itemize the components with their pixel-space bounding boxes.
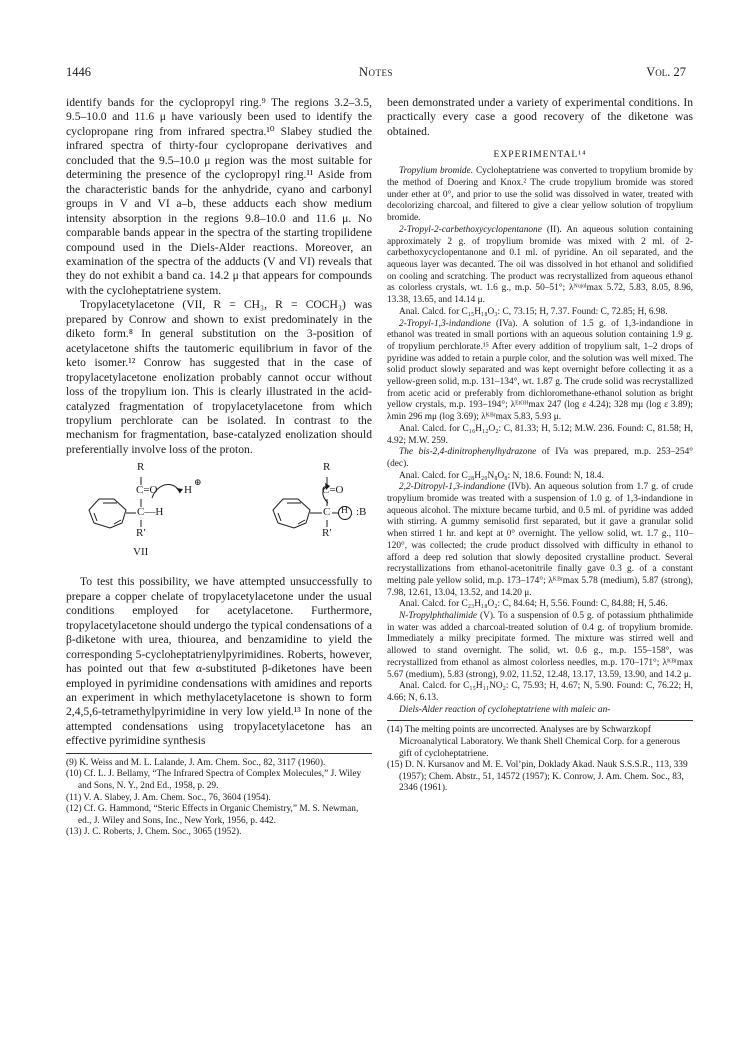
exp-compound-ivb-title: 2,2-Ditropyl-1,3-indandione <box>399 482 506 493</box>
c-right: C <box>323 506 331 519</box>
left-column <box>66 96 372 839</box>
footnote-13: (13) J. C. Roberts, J. Chem. Soc., 3065 (1952). <box>66 827 242 838</box>
anal-compound-ivb: Anal. Calcd. for C₂₃H₁₈O₂: C, 84.64; H, 5.56. Found: C, 84.88; H, 5.46. <box>399 599 668 610</box>
co-right: C=O <box>322 484 344 497</box>
anal-compound-iva: Anal. Calcd. for C₁₆H₁₂O₂: C, 81.33; H, 5.12; M.W. 236. Found: C, 81.58; H, 4.92; M.W. 259. <box>387 423 693 446</box>
exp-compound-v-title: N-Tropylphthalimide <box>399 611 478 622</box>
footnote-11: (11) V. A. Slabey, J. Am. Chem. Soc., 76, 3604 (1954). <box>66 792 271 803</box>
plus-sign: ⊕ <box>194 477 202 488</box>
exp-compound-ivb <box>387 482 693 599</box>
exp-diels-alder <box>387 705 693 717</box>
h-plus: H <box>184 484 192 497</box>
rp-left: R′ <box>136 527 146 540</box>
left-paragraph-2: Tropylacetylacetone (VII, R = CH₃, R = COCH₃) was prepared by Conrow and shown to exist predominately in the diketo form.⁸ In general substitution on the 3-position of acetylacetone shifts the tautomeric equilibrium in favor of the keto isomer.¹² Conrow has suggested that in the case of tropylacetylacetone enolization probably cannot occur without loss of the tropylium ion. This is clearly illustrated in the acid-catalyzed fragmentation of tropylacetylacetone from which tropylium perchlorate can be isolated. In contrast to the mechanism for fragmentation, base-catalyzed enolization should preferentially involve loss of the proton. <box>66 298 372 456</box>
compound-label-vii: VII <box>133 546 149 559</box>
footnote-15: (15) D. N. Kursanov and M. E. Vol’pin, Doklady Akad. Nauk S.S.S.R., 113, 339 (1957); Chem. Abstr., 51, 14572 (1957); K. Conrow, J. Am. Chem. Soc., 83, 2346 (1961). <box>387 760 688 794</box>
r-left: R <box>137 461 145 474</box>
exp-compound-iva-text: (IVa). A solution of 1.5 g. of 1,3-indandione in ethanol was treated in small portions with an aqueous solution containing 1.9 g. of tropylium perchlorate.¹⁵ After every addition of tropylium salt, 1–2 drops of pyridine was added to retain a purple color, and the solution was well mixed. The solid product slowly separated and was kept overnight before collecting it as a yellow-green solid, m.p. 131–134°, wt. 1.87 g. The crude solid was recrystallized from acetic acid or preferably from dichloromethane-ethanol solution as bright yellow crystals, m.p. 193–194°; λᴱᵗᴼᴴmax 247 (log ε 4.24); 328 mμ (log ε 3.89); λmin 296 mμ (log 3.69); λᴷᴮʳmax 5.83, 5.93 μ. <box>387 318 693 423</box>
footnote-10: (10) Cf. L. J. Bellamy, “The Infrared Spectra of Complex Molecules,” J. Wiley and Sons, N. Y., 2nd Ed., 1958, p. 29. <box>66 769 362 791</box>
exp-hydrazone-title: The bis-2,4-dinitrophenylhydrazone <box>399 447 537 458</box>
experimental-heading: EXPERIMENTAL¹⁴ <box>493 149 587 161</box>
volume-label: Vol. 27 <box>646 65 686 79</box>
co-left: C=O <box>136 484 158 497</box>
anal-compound-v: Anal. Calcd. for C₁₅H₁₁NO₂: C, 75.93; H, 4.67; N, 5.90. Found: C, 76.22; H, 4.66; N, 6.13. <box>387 681 693 703</box>
exp-compound-v-text: (V). To a suspension of 0.5 g. of potassium phthalimide in water was added a charcoal-treated solution of 0.4 g. of tropylium bromide. Immediately a milky precipitate formed. The mixture was stirred well and allowed to stand overnight. The solid, wt. 0.6 g., m.p. 155–158°, was recrystallized from ethanol as almost colorless needles, m.p. 170–171°; λᴷᴮʳmax 5.67 (medium), 5.83 (strong), 9.02, 11.52, 12.48, 13.17, 13.59, 13.90, and 14.2 μ. <box>387 611 693 680</box>
footnote-rule-right <box>387 720 693 721</box>
h-circled: H <box>341 506 348 517</box>
exp-compound-v <box>387 611 693 681</box>
footnote-14: (14) The melting points are uncorrected. Analyses are by Schwarzkopf Microanalytical Laboratory. We thank Shell Chemical Corp. for a generous gift of cycloheptatriene. <box>387 725 681 759</box>
exp-tropylium-bromide-text: Cycloheptatriene was converted to tropylium bromide by the method of Doering and Knox.² The crude tropylium bromide was stored under ether at 0°, and prior to use the solid was dissolved in water, treated with decolorizing charcoal, and filtered to give a clear yellow solution of tropylium bromide. <box>387 166 693 224</box>
exp-compound-ivb-text: (IVb). An aqueous solution from 1.7 g. of crude tropylium bromide was treated with a suspension of 1.0 g. of 1,3-indandione in aqueous alcohol. The mixture became turbid, and 0.5 ml. of pyridine was added with stirring. A gummy semisolid first separated, but it gave a granular solid when stirred 1 hr. and kept at 0° overnight. The yellow solid, wt. 1.7 g., 110–120°, was collected; the crude product dissolved with difficulty in ethanol to afford a deep red solution that slowly deposited crystalline product. Several recrystallizations from ethanol-acetonitrile finally gave 0.3 g. of a constant melting pale yellow solid, m.p. 173–174°; λᴷᴮʳmax 5.78 (medium), 5.87 (strong), 7.98, 12.61, 13.04, 13.52, and 14.20 μ. <box>387 482 693 598</box>
exp-compound-iva <box>387 319 693 424</box>
running-header <box>66 65 686 83</box>
base-b: :B <box>356 506 367 519</box>
exp-compound-iva-title: 2-Tropyl-1,3-indandione <box>399 318 491 329</box>
exp-hydrazone <box>387 447 693 470</box>
rp-right: R′ <box>322 527 332 540</box>
anal-compound-ii: Anal. Calcd. for C₁₅H₁₈O₃: C, 73.15; H, 7.37. Found: C, 72.85; H, 6.98. <box>399 306 668 317</box>
left-paragraph-3: To test this possibility, we have attempted unsuccessfully to prepare a copper chelate of tropylacetylacetone under the usual conditions employed for acetylacetone. Furthermore, tropylacetylacetone should undergo the typical condensations of a β-diketone with urea, thiourea, and benzamidine to yield the corresponding 5-cycloheptatrienylpyrimidines. Roberts, however, has pointed out that few α-substituted β-diketones have been employed in pyrimidine condensations with amidines and reports an experiment in which methylacetylacetone is shown to form 2,4,5,6-tetramethylpyrimidine in very low yield.¹³ In none of the attempted condensations using tropylacetylacetone has an effective pyrimidine synthesis <box>66 575 372 748</box>
right-column <box>387 96 693 795</box>
footnote-12: (12) Cf. G. Hammond, “Steric Effects in Organic Chemistry,” M. S. Newman, ed., J. Wiley and Sons, Inc., New York, 1956, p. 442. <box>66 804 359 826</box>
exp-compound-ii-text: (II). An aqueous solution containing approximately 2 g. of tropylium bromide was mixed with 2 ml. of 2-carbethoxycyclopentanone and 0.1 ml. of pyridine. An oil separated, and the aqueous layer was decanted. The oil was dissolved in hot ethanol and solidified on cooling and scratching. The product was recrystallized from aqueous ethanol as colorless crystals, wt. 1.6 g., m.p. 50–51°; λᴺᵘʲᵒˡmax 5.72, 5.83, 8.05, 8.96, 13.38, 13.65, and 14.14 μ. <box>387 224 693 306</box>
page-number: 1446 <box>66 65 91 79</box>
exp-compound-ii <box>387 225 693 307</box>
exp-compound-ii-title: 2-Tropyl-2-carbethoxycyclopentanone <box>399 224 542 235</box>
exp-tropylium-bromide <box>387 166 693 225</box>
left-paragraph-1: identify bands for the cyclopropyl ring.⁹ The regions 3.2–3.5, 9.5–10.0 and 11.6 μ have variously been used to identify the cyclopropane ring from infrared spectra.¹⁰ Slabey studied the infrared spectra of thirty-four cyclopropane derivatives and concluded that the 9.5–10.0 μ region was the most suitable for determining the presence of the cyclopropyl ring.¹¹ Aside from the characteristic bands for the anhydride, cyano and carbonyl groups in V and VI a–b, these adducts each show medium intensity absorption in the regions 9.8–10.0 and 11.6 μ. No comparable bands appear in the spectra of the starting tropilidene compound used in the Diels-Alder reactions. Moreover, an examination of the spectra of the adducts (V and VI) reveals that they do not exhibit a band ca. 14.2 μ that appears for compounds with the cycloheptatriene system. <box>66 96 372 297</box>
exp-diels-alder-title: Diels-Alder reaction of cycloheptatriene with maleic an- <box>399 704 611 715</box>
ch-left: C—H <box>137 506 164 519</box>
anal-hydrazone: Anal. Calcd. for C₂₈H₂₀N₈O₈: N, 18.6. Found: N, 18.4. <box>399 470 604 481</box>
section-title: Notes <box>358 65 394 79</box>
r-right: R <box>323 461 331 474</box>
structure-vii <box>66 457 372 575</box>
exp-tropylium-bromide-title: Tropylium bromide. <box>399 166 474 177</box>
footnote-rule-left <box>66 753 372 754</box>
exp-hydrazone-text: of IVa was prepared, m.p. 253–254° (dec). <box>387 447 693 469</box>
footnote-9: (9) K. Weiss and M. L. Lalande, J. Am. Chem. Soc., 82, 3117 (1960). <box>66 757 326 768</box>
right-paragraph-1: been demonstrated under a variety of experimental conditions. In practically every case a good recovery of the diketone was obtained. <box>387 96 693 138</box>
